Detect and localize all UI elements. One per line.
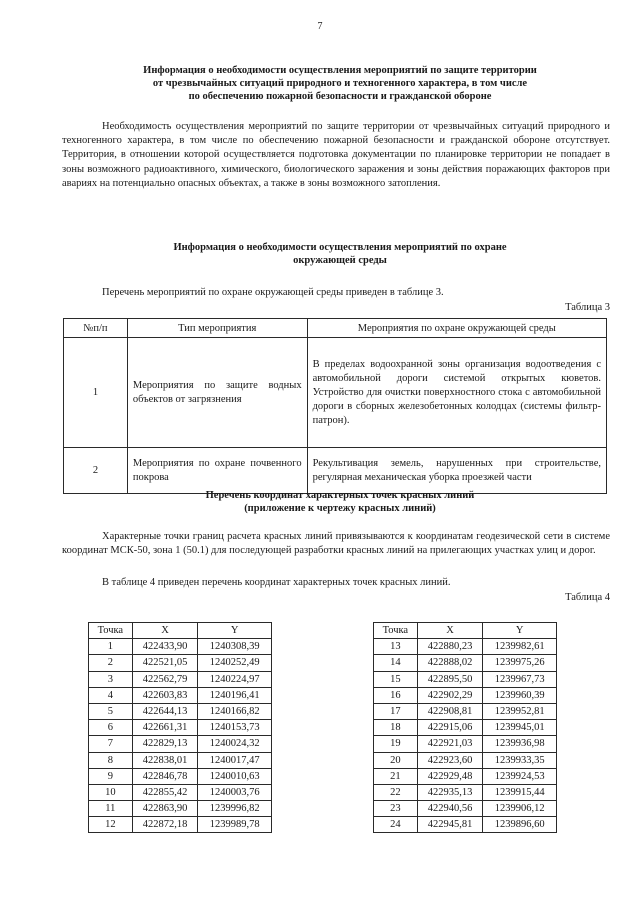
section3-intro: В таблице 4 приведен перечень координат характерных точек красных линий. — [102, 577, 451, 588]
coord-y: 1239975,26 — [483, 655, 557, 671]
coordinates-table-right-body — [374, 623, 557, 833]
table-row — [374, 752, 557, 768]
coord-y: 1240196,41 — [198, 687, 272, 703]
coord-y: 1239960,39 — [483, 687, 557, 703]
coord-x: 422929,48 — [417, 768, 483, 784]
table-row — [89, 736, 272, 752]
measure-description: Рекультивация земель, нарушенных при строительстве, регулярная механическая уборка проезжей части — [307, 448, 606, 494]
section3-title-line: Перечень координат характерных точек красных линий — [205, 490, 475, 501]
coord-x: 422923,60 — [417, 752, 483, 768]
point-number: 9 — [89, 768, 133, 784]
coord-x: 422846,78 — [132, 768, 198, 784]
coord-x: 422888,02 — [417, 655, 483, 671]
coord-x: 422908,81 — [417, 703, 483, 719]
coord-y: 1239989,78 — [198, 817, 272, 833]
table-row — [89, 768, 272, 784]
coord-y: 1240252,49 — [198, 655, 272, 671]
coord-x: 422880,23 — [417, 639, 483, 655]
point-number: 7 — [89, 736, 133, 752]
point-number: 24 — [374, 817, 418, 833]
column-header: X — [417, 623, 483, 639]
table-row — [374, 768, 557, 784]
coord-y: 1239982,61 — [483, 639, 557, 655]
table-row — [89, 703, 272, 719]
point-number: 20 — [374, 752, 418, 768]
coord-y: 1239936,98 — [483, 736, 557, 752]
section3-body: Характерные точки границ расчета красных линий привязываются к координатам геодезической сети в системе координат МСК-50, зона 1 (50.1) для последующей разработки красных линий на прилегающих участках улиц и дорог. — [62, 531, 610, 557]
table-row — [89, 671, 272, 687]
point-number: 6 — [89, 720, 133, 736]
point-number: 22 — [374, 784, 418, 800]
coord-y: 1239896,60 — [483, 817, 557, 833]
table-row — [374, 703, 557, 719]
column-header: Y — [198, 623, 272, 639]
point-number: 3 — [89, 671, 133, 687]
coord-y: 1239952,81 — [483, 703, 557, 719]
section3-title-line: (приложение к чертежу красных линий) — [244, 503, 436, 514]
coord-x: 422644,13 — [132, 703, 198, 719]
point-number: 17 — [374, 703, 418, 719]
coord-x: 422661,31 — [132, 720, 198, 736]
coord-x: 422945,81 — [417, 817, 483, 833]
coord-x: 422521,05 — [132, 655, 198, 671]
coord-y: 1239945,01 — [483, 720, 557, 736]
table-header-row — [64, 319, 607, 338]
table-row — [89, 639, 272, 655]
point-number: 19 — [374, 736, 418, 752]
table-row — [89, 801, 272, 817]
coord-x: 422940,56 — [417, 801, 483, 817]
table-row — [374, 817, 557, 833]
coord-y: 1240017,47 — [198, 752, 272, 768]
measure-description: В пределах водоохранной зоны организация водоотведения с автомобильной дороги системой открытых кюветов. Устройство для очистки поверхностного стока с автомобильной дороги в сборных железобетонных колодцах (системы фильтр-патрон). — [307, 338, 606, 448]
point-number: 5 — [89, 703, 133, 719]
coordinates-header-row — [374, 623, 557, 639]
section3-title — [60, 489, 620, 515]
coord-y: 1239933,35 — [483, 752, 557, 768]
point-number: 10 — [89, 784, 133, 800]
point-number: 23 — [374, 801, 418, 817]
table-row — [89, 752, 272, 768]
section2-intro: Перечень мероприятий по охране окружающей среды приведен в таблице 3. — [102, 287, 444, 298]
table-row — [89, 784, 272, 800]
section1-title — [60, 64, 620, 103]
coord-x: 422562,79 — [132, 671, 198, 687]
point-number: 16 — [374, 687, 418, 703]
coord-y: 1239924,53 — [483, 768, 557, 784]
coordinates-header-row — [89, 623, 272, 639]
column-header: Точка — [89, 623, 133, 639]
section2-title-line: окружающей среды — [293, 255, 387, 266]
table-row — [374, 784, 557, 800]
point-number: 8 — [89, 752, 133, 768]
coord-x: 422902,29 — [417, 687, 483, 703]
coord-y: 1240224,97 — [198, 671, 272, 687]
table-row — [374, 801, 557, 817]
coord-x: 422433,90 — [132, 639, 198, 655]
table-row — [89, 817, 272, 833]
coord-x: 422838,01 — [132, 752, 198, 768]
coord-x: 422855,42 — [132, 784, 198, 800]
coord-x: 422863,90 — [132, 801, 198, 817]
row-number: 2 — [64, 448, 128, 494]
coord-x: 422935,13 — [417, 784, 483, 800]
coord-x: 422915,06 — [417, 720, 483, 736]
section1-title-line: от чрезвычайных ситуаций природного и техногенного характера, в том числе — [152, 78, 528, 89]
measure-type: Мероприятия по защите водных объектов от загрязнения — [127, 338, 307, 448]
column-header: X — [132, 623, 198, 639]
column-header: №п/п — [64, 319, 128, 338]
table4-label: Таблица 4 — [565, 592, 610, 603]
table3-label: Таблица 3 — [565, 302, 610, 313]
point-number: 1 — [89, 639, 133, 655]
coord-y: 1239967,73 — [483, 671, 557, 687]
point-number: 2 — [89, 655, 133, 671]
section2-title — [60, 241, 620, 267]
coord-y: 1240003,76 — [198, 784, 272, 800]
table-row — [374, 720, 557, 736]
coord-y: 1240024,32 — [198, 736, 272, 752]
table-row — [374, 687, 557, 703]
column-header: Мероприятия по охране окружающей среды — [307, 319, 606, 338]
coord-x: 422921,03 — [417, 736, 483, 752]
coord-x: 422872,18 — [132, 817, 198, 833]
coord-y: 1240010,63 — [198, 768, 272, 784]
coord-y: 1239996,82 — [198, 801, 272, 817]
coord-x: 422603,83 — [132, 687, 198, 703]
point-number: 18 — [374, 720, 418, 736]
table-row — [374, 655, 557, 671]
environment-measures-table — [63, 318, 607, 494]
section1-body: Необходимость осуществления мероприятий по защите территории от чрезвычайных ситуаций природного и техногенного характера, в том числе по обеспечению пожарной безопасности и гражданской обороне отсутствует. Территория, в отношении которой осуществляется подготовка документации по планировке территории не попадает в зоны возможного радиоактивного, химического, биологического заражения и зоны действия поражающих факторов при авариях на потенциально опасных объектах, а также в зоны возможного затопления. — [62, 121, 610, 189]
section2-title-line: Информация о необходимости осуществления мероприятий по охране — [173, 242, 507, 253]
coord-y: 1239915,44 — [483, 784, 557, 800]
table-row — [374, 736, 557, 752]
coord-x: 422829,13 — [132, 736, 198, 752]
column-header: Тип мероприятия — [127, 319, 307, 338]
coord-y: 1240308,39 — [198, 639, 272, 655]
table-row — [89, 720, 272, 736]
table-row — [374, 639, 557, 655]
coordinates-table-right — [373, 622, 557, 833]
coord-y: 1240166,82 — [198, 703, 272, 719]
coord-x: 422895,50 — [417, 671, 483, 687]
coordinates-table-left-body — [89, 623, 272, 833]
measure-type: Мероприятия по охране почвенного покрова — [127, 448, 307, 494]
point-number: 15 — [374, 671, 418, 687]
point-number: 4 — [89, 687, 133, 703]
table-row — [89, 687, 272, 703]
point-number: 11 — [89, 801, 133, 817]
point-number: 13 — [374, 639, 418, 655]
table-row — [89, 655, 272, 671]
coordinates-table-left — [88, 622, 272, 833]
table-row — [374, 671, 557, 687]
page-number: 7 — [317, 21, 323, 32]
column-header: Точка — [374, 623, 418, 639]
table-row — [64, 448, 607, 494]
section1-title-line: по обеспечению пожарной безопасности и гражданской обороне — [188, 91, 492, 102]
table-row — [64, 338, 607, 448]
section1-title-line: Информация о необходимости осуществления мероприятий по защите территории — [143, 65, 537, 76]
coord-y: 1240153,73 — [198, 720, 272, 736]
row-number: 1 — [64, 338, 128, 448]
coord-y: 1239906,12 — [483, 801, 557, 817]
point-number: 12 — [89, 817, 133, 833]
point-number: 14 — [374, 655, 418, 671]
column-header: Y — [483, 623, 557, 639]
point-number: 21 — [374, 768, 418, 784]
